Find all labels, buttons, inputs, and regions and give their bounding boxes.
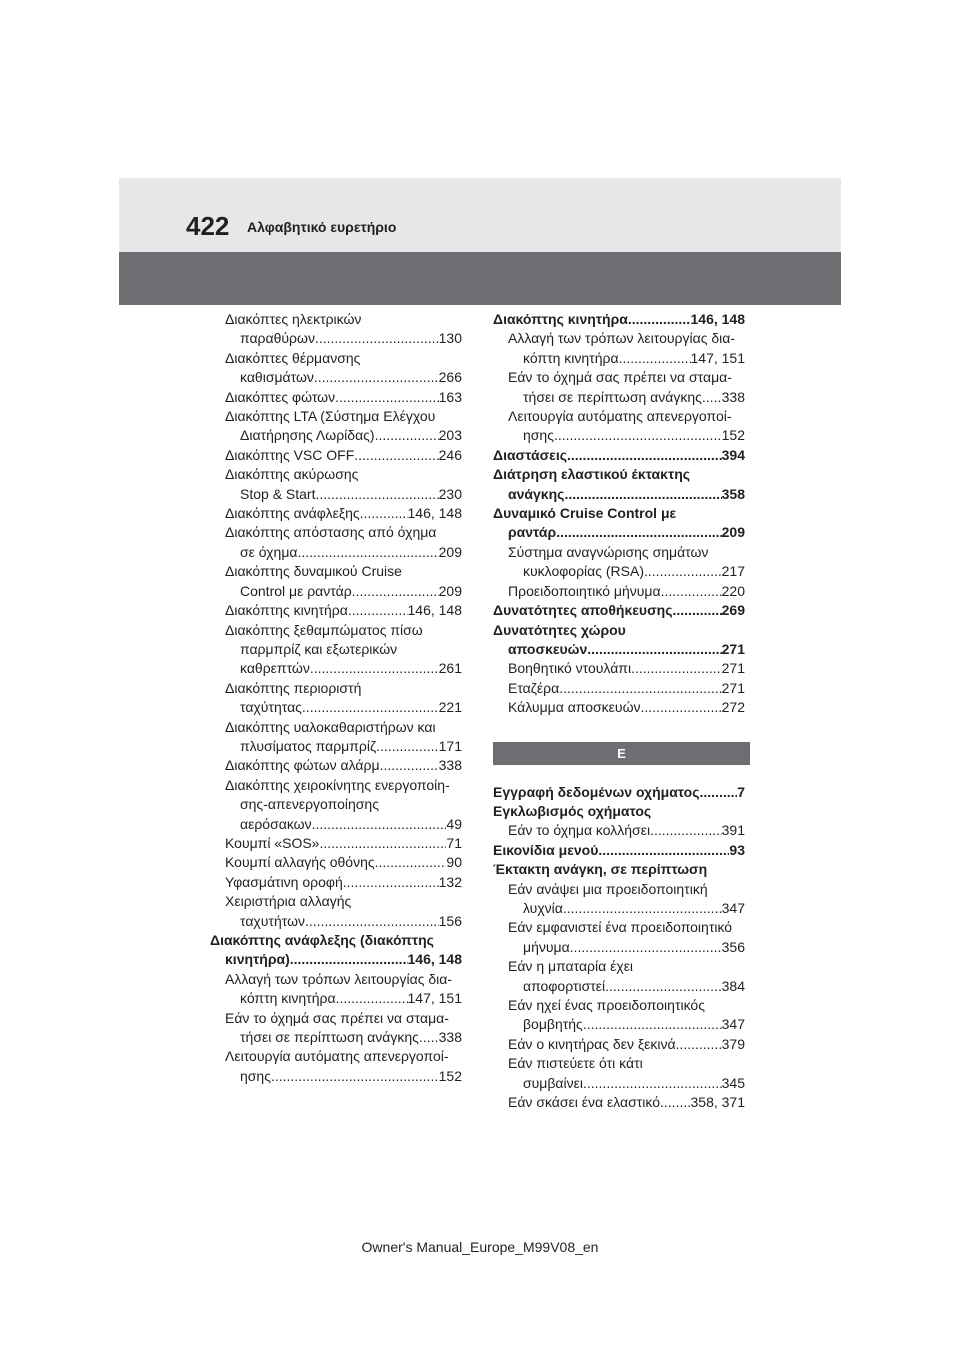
index-entry-page: 271	[721, 679, 745, 696]
index-entry	[493, 465, 745, 504]
index-entry	[210, 873, 462, 892]
index-entry	[493, 1054, 745, 1093]
index-entry-leader-line	[493, 388, 745, 407]
index-entry-line: Εάν το όχημά σας πρέπει να σταμα-	[508, 369, 732, 386]
index-entry-leader-line	[210, 601, 462, 620]
index-entry-leader-line	[210, 388, 462, 407]
index-entry-leader-line	[493, 938, 745, 957]
index-entry-line: Λειτουργία αυτόματης απενεργοποί-	[508, 408, 732, 425]
dot-leader	[310, 659, 439, 678]
dot-leader	[335, 388, 439, 407]
index-entry	[493, 504, 745, 543]
index-entry-term: Προειδοποιητικό μήνυμα	[508, 582, 661, 599]
index-entry-leader-line	[493, 485, 745, 504]
index-entry-term: αποφορτιστεί	[523, 977, 606, 994]
index-entry-line: Εάν ανάψει μια προειδοποιητική	[508, 880, 708, 897]
index-entry-term: ησης	[240, 1067, 271, 1084]
index-entry	[493, 802, 745, 821]
dot-leader	[376, 737, 439, 756]
index-entry-term: Διαστάσεις	[493, 446, 567, 463]
index-entry-page: 147, 151	[407, 990, 462, 1007]
index-entry	[493, 841, 745, 860]
index-entry-line: Εγκλωβισμός οχήματος	[493, 802, 652, 819]
index-entry-leader-line	[493, 659, 745, 678]
dot-leader	[587, 640, 721, 659]
dot-leader	[628, 310, 691, 329]
dot-leader	[305, 912, 439, 931]
index-entry	[210, 1047, 462, 1086]
index-entry-line: σης-απενεργοποίησης	[240, 796, 379, 813]
dot-leader	[312, 815, 447, 834]
dot-leader	[700, 783, 738, 802]
index-entry-term: λυχνία	[523, 899, 563, 916]
index-entry-term: τήσει σε περίπτωση ανάγκης	[240, 1029, 419, 1046]
dot-leader	[315, 485, 438, 504]
index-entry-page: 203	[438, 427, 462, 444]
index-entry-term: Εάν σκάσει ένα ελαστικό	[508, 1094, 661, 1111]
index-entry-page: 347	[721, 1016, 745, 1033]
index-entry-term: βομβητής	[523, 1016, 583, 1033]
index-entry-line: Λειτουργία αυτόματης απενεργοποί-	[225, 1048, 449, 1065]
index-entry-term: κόπτη κινητήρα	[240, 990, 336, 1007]
index-entry	[210, 446, 462, 465]
dot-leader	[354, 446, 438, 465]
index-entry-line: Διάτρηση ελαστικού έκτακτης	[493, 466, 691, 483]
index-entry-page: 347	[721, 899, 745, 916]
index-entry-leader-line	[493, 349, 745, 368]
index-entry	[210, 776, 462, 834]
index-entry-line: Διακόπτης δυναμικού Cruise	[225, 563, 402, 580]
index-entry-term: αποσκευών	[508, 640, 588, 657]
dot-leader	[352, 582, 439, 601]
index-entry-line: Εάν ηχεί ένας προειδοποιητικός	[508, 997, 705, 1013]
index-entry-term: Εάν ο κινητήρας δεν ξεκινά	[508, 1035, 676, 1052]
index-entry-leader-line	[210, 329, 462, 348]
index-entry-term: Εικονίδια μενού	[493, 841, 599, 858]
index-entry-page: 384	[721, 977, 745, 994]
index-entry-term: ανάγκης	[508, 485, 565, 502]
index-entry	[210, 1009, 462, 1048]
index-entry-line: Διακόπτης LTA (Σύστημα Ελέγχου	[225, 408, 436, 425]
index-entry-line: Διακόπτες θέρμανσης	[225, 349, 361, 366]
index-entry	[493, 957, 745, 996]
index-entry-leader-line	[210, 426, 462, 445]
index-entry-page: 209	[438, 582, 462, 599]
index-entry-term: πλυσίματος παρμπρίζ	[240, 737, 377, 754]
index-entry-leader-line	[210, 853, 462, 872]
index-entry-page: 7	[737, 783, 745, 800]
index-entry	[493, 582, 745, 601]
dot-leader	[676, 1035, 722, 1054]
index-entry-line: Διακόπτης ανάφλεξης (διακόπτης	[210, 932, 434, 948]
index-entry	[493, 698, 745, 717]
index-entry	[493, 880, 745, 919]
index-entry	[493, 860, 745, 879]
index-entry-term: Κουμπί «SOS»	[225, 834, 320, 851]
index-entry-term: Control με ραντάρ	[240, 582, 352, 599]
index-group-e	[493, 783, 745, 1113]
dot-leader	[598, 841, 729, 860]
index-entry-leader-line	[493, 1093, 745, 1112]
index-entry-leader-line	[210, 485, 462, 504]
index-entry	[210, 465, 462, 504]
index-entry	[493, 679, 745, 698]
dot-leader	[644, 562, 722, 581]
index-entry-page: 152	[721, 427, 745, 444]
dot-leader	[583, 1015, 722, 1034]
index-entry-line: Διακόπτης υαλοκαθαριστήρων και	[225, 718, 436, 735]
index-entry-leader-line	[210, 873, 462, 892]
index-entry-leader-line	[493, 679, 745, 698]
index-entry-leader-line	[493, 821, 745, 840]
index-entry-line: Εάν εμφανιστεί ένα προειδοποιητικό	[508, 919, 733, 936]
index-entry-page: 220	[721, 582, 745, 599]
dot-leader	[375, 426, 439, 445]
index-entry-term: κινητήρα)	[225, 951, 290, 968]
index-entry-line: Αλλαγή των τρόπων λειτουργίας δια-	[225, 970, 453, 987]
index-entry-page: 356	[721, 938, 745, 955]
index-entry-line: Δυνατότητες χώρου	[493, 621, 626, 638]
index-entry-page: 379	[721, 1035, 745, 1052]
index-entry	[210, 562, 462, 601]
index-entry-leader-line	[210, 659, 462, 678]
index-entry-page: 146, 148	[407, 951, 462, 968]
index-entry-leader-line	[493, 899, 745, 918]
index-entry-line: Εάν η μπαταρία έχει	[508, 958, 634, 975]
dot-leader	[567, 446, 722, 465]
index-entry-page: 358	[721, 485, 745, 502]
index-entry-leader-line	[210, 446, 462, 465]
index-entry-term: Εγγραφή δεδομένων οχήματος	[493, 783, 700, 800]
index-entry-term: Δυνατότητες αποθήκευσης	[493, 602, 673, 619]
index-entry-leader-line	[210, 698, 462, 717]
dot-leader	[583, 1074, 722, 1093]
index-entry-leader-line	[493, 446, 745, 465]
index-entry-term: Διακόπτης ανάφλεξης	[225, 505, 360, 522]
index-entry	[493, 659, 745, 678]
index-entry	[493, 446, 745, 465]
index-entry	[493, 543, 745, 582]
index-entry-leader-line	[493, 783, 745, 802]
index-entry	[493, 821, 745, 840]
dot-leader	[570, 938, 722, 957]
index-entry-term: Βοηθητικό ντουλάπι	[508, 660, 632, 677]
index-entry-leader-line	[493, 977, 745, 996]
index-entry	[493, 1035, 745, 1054]
index-entry-page: 146, 148	[407, 505, 462, 522]
index-entry	[210, 310, 462, 349]
index-entry-leader-line	[493, 1035, 745, 1054]
index-entry-term: Υφασμάτινη οροφή	[225, 873, 343, 890]
dot-leader	[343, 873, 439, 892]
index-entry-page: 93	[729, 841, 745, 858]
index-entry	[210, 388, 462, 407]
index-entry-leader-line	[210, 989, 462, 1008]
index-entry-page: 358, 371	[690, 1094, 745, 1111]
index-entry-line: Διακόπτης περιοριστή	[225, 679, 362, 696]
index-entry-page: 394	[721, 446, 745, 463]
dot-leader	[564, 485, 721, 504]
index-entry-page: 338	[721, 388, 745, 405]
index-entry-leader-line	[493, 582, 745, 601]
dot-leader	[660, 1093, 690, 1112]
index-entry	[210, 601, 462, 620]
index-entry-leader-line	[493, 1015, 745, 1034]
dot-leader	[314, 368, 439, 387]
index-entry-term: Διακόπτης φώτων αλάρμ	[225, 757, 380, 774]
index-entry-leader-line	[210, 815, 462, 834]
index-entry-line: Σύστημα αναγνώρισης σημάτων	[508, 543, 709, 560]
index-entry	[493, 329, 745, 368]
index-entry-term: ραντάρ	[508, 524, 557, 541]
index-entry-term: Stop & Start	[240, 485, 316, 502]
index-entry-page: 271	[721, 640, 745, 657]
index-entry	[493, 368, 745, 407]
index-entry	[493, 996, 745, 1035]
dot-leader	[336, 989, 408, 1008]
index-entry-term: καθρεπτών	[240, 660, 310, 677]
index-entry-page: 163	[438, 388, 462, 405]
dot-leader	[315, 329, 439, 348]
index-entry-leader-line	[210, 1028, 462, 1047]
index-entry	[210, 834, 462, 853]
index-entry	[493, 918, 745, 957]
index-entry-leader-line	[493, 562, 745, 581]
index-entry-leader-line	[493, 601, 745, 620]
dot-leader	[559, 679, 721, 698]
index-entry-leader-line	[210, 737, 462, 756]
index-entry-leader-line	[210, 950, 462, 969]
dot-leader	[419, 1028, 439, 1047]
index-entry	[493, 783, 745, 802]
index-entry-leader-line	[210, 912, 462, 931]
index-entry-leader-line	[210, 582, 462, 601]
index-entry-page: 391	[721, 822, 745, 839]
index-entry-leader-line	[493, 426, 745, 445]
index-entry-line: Διακόπτης χειροκίνητης ενεργοποίη-	[225, 776, 450, 793]
index-entry-line: Διακόπτης ξεθαμπώματος πίσω	[225, 621, 423, 638]
index-entry	[210, 892, 462, 931]
index-entry-line: Δυναμικό Cruise Control με	[493, 505, 677, 522]
dot-leader	[375, 853, 447, 872]
footer-text: Owner's Manual_Europe_M99V08_en	[361, 1239, 599, 1255]
index-entry	[210, 756, 462, 775]
page-number: 422	[186, 211, 230, 241]
index-entry-line: παρμπρίζ και εξωτερικών	[240, 640, 398, 657]
index-entry	[210, 679, 462, 718]
dot-leader	[631, 659, 722, 678]
index-entry-page: 272	[721, 699, 745, 716]
index-entry-term: Διακόπτης κινητήρα	[493, 311, 628, 327]
index-entry-page: 338	[438, 1029, 462, 1046]
dot-leader	[360, 504, 408, 523]
dot-leader	[605, 977, 722, 996]
index-entry	[210, 853, 462, 872]
index-entry	[210, 349, 462, 388]
index-entry-page: 230	[438, 485, 462, 502]
index-entry-leader-line	[210, 756, 462, 775]
dot-leader	[290, 950, 408, 969]
index-entry-term: κυκλοφορίας (RSA)	[523, 563, 645, 580]
index-column-right	[493, 310, 745, 1112]
index-entry-page: 345	[721, 1074, 745, 1091]
index-entry	[210, 407, 462, 446]
index-entry-term: Εάν το όχημα κολλήσει	[508, 822, 651, 839]
index-entry	[210, 523, 462, 562]
index-entry-term: σε όχημα	[240, 543, 298, 560]
index-entry-term: ησης	[523, 427, 554, 444]
index-entry-term: Διακόπτης κινητήρα	[225, 602, 348, 619]
dot-leader	[380, 756, 439, 775]
index-entry-page: 147, 151	[690, 349, 745, 366]
index-entry-line: Εάν το όχημά σας πρέπει να σταμα-	[225, 1009, 449, 1026]
index-entry-page: 338	[438, 757, 462, 774]
index-group-d	[493, 310, 745, 718]
index-entry	[210, 504, 462, 523]
index-entry-leader-line	[493, 698, 745, 717]
index-entry-page: 49	[446, 815, 462, 832]
index-entry	[493, 601, 745, 620]
index-entry-term: συμβαίνει	[523, 1074, 583, 1091]
index-entry-term: παραθύρων	[240, 330, 315, 347]
index-entry-page: 90	[446, 854, 462, 871]
index-entry-page: 156	[438, 912, 462, 929]
index-entry-page: 146, 148	[407, 602, 462, 619]
dot-leader	[319, 834, 446, 853]
index-entry-leader-line	[210, 368, 462, 387]
dot-leader	[302, 698, 439, 717]
index-entry-page: 152	[438, 1067, 462, 1084]
index-entry	[210, 970, 462, 1009]
index-entry-page: 217	[721, 563, 745, 580]
index-entry-line: Χειριστήρια αλλαγής	[225, 893, 352, 910]
index-entry-page: 221	[438, 699, 462, 716]
index-entry-term: ταχύτητας	[240, 699, 302, 716]
index-entry-line: Διακόπτης απόστασης από όχημα	[225, 524, 437, 541]
index-entry	[210, 621, 462, 679]
index-entry	[493, 1093, 745, 1112]
index-entry-term: Κάλυμμα αποσκευών	[508, 699, 641, 716]
section-title: Αλφαβητικό ευρετήριο	[247, 219, 397, 235]
index-entry-line: Διακόπτης ακύρωσης	[225, 466, 359, 483]
index-entry-term: κόπτη κινητήρα	[523, 349, 619, 366]
index-entry-page: 209	[438, 543, 462, 560]
dot-leader	[348, 601, 408, 620]
dot-leader	[650, 821, 722, 840]
index-entry	[493, 407, 745, 446]
index-entry	[493, 310, 745, 329]
dot-leader	[554, 426, 722, 445]
index-entry-page: 261	[438, 660, 462, 677]
index-entry-page: 246	[438, 446, 462, 463]
index-entry-leader-line	[210, 504, 462, 523]
dot-leader	[641, 698, 722, 717]
index-entry-term: τήσει σε περίπτωση ανάγκης	[523, 388, 702, 405]
index-entry-page: 146, 148	[690, 311, 745, 327]
index-entry-term: ταχυτήτων	[240, 912, 306, 929]
index-entry-term: Διακόπτης VSC OFF	[225, 446, 355, 463]
index-entry-leader-line	[493, 310, 745, 329]
index-entry-term: Κουμπί αλλαγής οθόνης	[225, 854, 375, 871]
index-entry-leader-line	[493, 841, 745, 860]
index-entry-term: αερόσακων	[240, 815, 312, 832]
index-entry-page: 71	[446, 834, 462, 851]
index-entry-line: Αλλαγή των τρόπων λειτουργίας δια-	[508, 330, 736, 347]
dot-leader	[297, 543, 438, 562]
index-entry-page: 171	[438, 737, 462, 754]
index-entry-term: Διακόπτες φώτων	[225, 388, 336, 405]
index-entry-line: Έκτακτη ανάγκη, σε περίπτωση	[493, 861, 708, 878]
index-entry-page: 209	[721, 524, 745, 541]
index-entry-leader-line	[493, 523, 745, 542]
index-entry-line: Εάν πιστεύετε ότι κάτι	[508, 1055, 643, 1072]
dot-leader	[661, 582, 722, 601]
dot-leader	[563, 899, 722, 918]
header-dark-bar	[119, 252, 841, 305]
index-entry-page: 130	[438, 330, 462, 347]
index-entry-line: Διακόπτες ηλεκτρικών	[225, 311, 362, 327]
index-entry-term: καθισμάτων	[240, 369, 314, 386]
index-entry-page: 269	[721, 602, 745, 619]
index-entry	[210, 718, 462, 757]
index-entry-term: Εταζέρα	[508, 679, 560, 696]
index-entry-leader-line	[493, 1074, 745, 1093]
index-entry-leader-line	[210, 834, 462, 853]
index-entry-page: 266	[438, 369, 462, 386]
dot-leader	[556, 523, 721, 542]
index-entry-leader-line	[210, 1067, 462, 1086]
index-entry-leader-line	[493, 640, 745, 659]
dot-leader	[271, 1067, 439, 1086]
letter-section-header: Ε	[493, 742, 750, 765]
index-entry-term: μήνυμα	[523, 938, 570, 955]
index-entry-leader-line	[210, 543, 462, 562]
dot-leader	[673, 601, 722, 620]
index-entry	[493, 621, 745, 660]
dot-leader	[702, 388, 722, 407]
index-entry-term: Διατήρησης Λωρίδας)	[240, 427, 375, 444]
index-column-left	[210, 310, 462, 1086]
index-entry-page: 132	[438, 873, 462, 890]
index-entry-page: 271	[721, 660, 745, 677]
dot-leader	[619, 349, 691, 368]
index-entry	[210, 931, 462, 970]
